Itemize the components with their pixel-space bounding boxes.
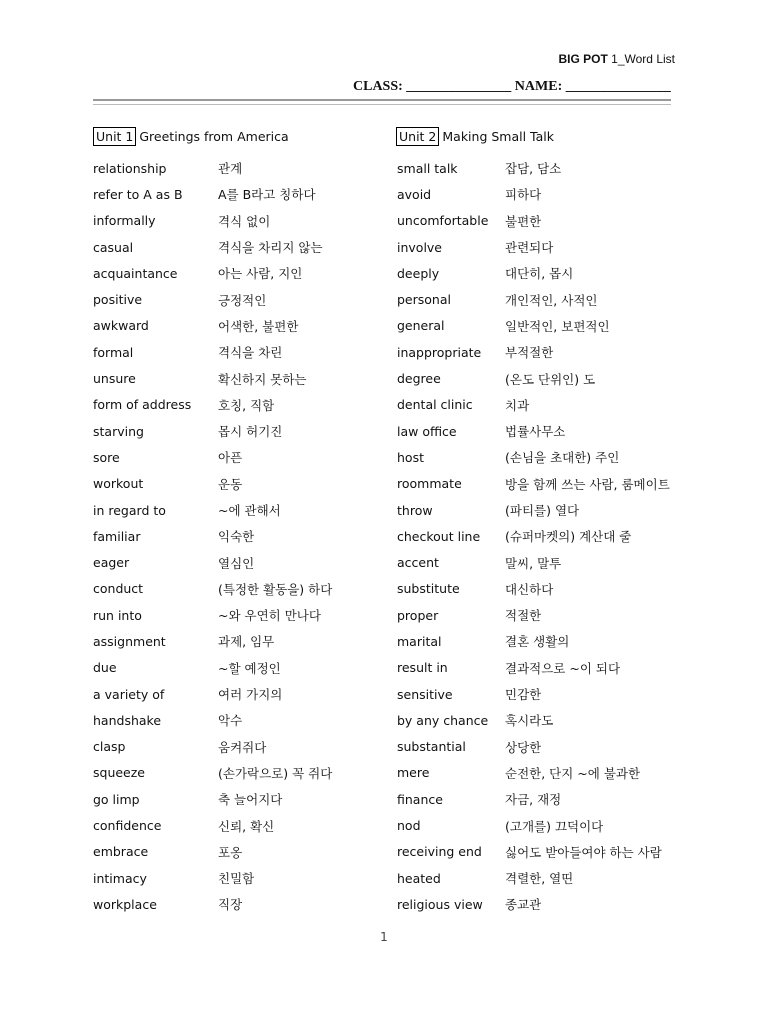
korean-meaning: 과제, 임무 <box>218 634 275 650</box>
english-word: awkward <box>93 318 149 334</box>
word-row <box>93 812 332 838</box>
english-word: unsure <box>93 371 136 387</box>
word-row <box>397 681 670 707</box>
english-word: finance <box>397 791 443 807</box>
korean-meaning: 친밀함 <box>218 871 255 887</box>
korean-meaning: 여러 가지의 <box>218 687 283 703</box>
english-word: nod <box>397 818 421 834</box>
english-word: deeply <box>397 265 440 281</box>
english-word: by any chance <box>397 712 489 728</box>
english-word: religious view <box>397 896 483 912</box>
korean-meaning: 법률사무소 <box>505 424 566 440</box>
english-word: handshake <box>93 712 162 728</box>
title-bold: BIG POT <box>558 52 608 66</box>
word-row <box>397 839 670 865</box>
korean-meaning: 격식을 차리지 않는 <box>218 240 323 256</box>
korean-meaning: 자금, 재정 <box>505 792 562 808</box>
word-row <box>93 234 332 260</box>
english-word: law office <box>397 423 457 439</box>
document-title <box>559 52 676 66</box>
english-word: acquaintance <box>93 265 178 281</box>
english-word: a variety of <box>93 686 165 702</box>
word-row <box>397 865 670 891</box>
unit-2-word-list <box>397 155 670 918</box>
word-row <box>397 707 670 733</box>
korean-meaning: 직장 <box>218 897 243 913</box>
word-row <box>397 655 670 681</box>
english-word: workout <box>93 476 144 492</box>
word-row <box>397 392 670 418</box>
word-row <box>397 628 670 654</box>
word-row <box>397 786 670 812</box>
korean-meaning: 혹시라도 <box>505 713 554 729</box>
word-row <box>397 365 670 391</box>
english-word: degree <box>397 371 441 387</box>
korean-meaning: 신뢰, 확신 <box>218 818 275 834</box>
english-word: refer to A as B <box>93 186 183 202</box>
word-row <box>397 208 670 234</box>
korean-meaning: 말씨, 말투 <box>505 555 562 571</box>
word-row <box>93 260 332 286</box>
word-row <box>397 549 670 575</box>
unit-2-heading <box>396 127 554 146</box>
english-word: intimacy <box>93 870 147 886</box>
english-word: roommate <box>397 476 462 492</box>
english-word: sensitive <box>397 686 453 702</box>
korean-meaning: 불편한 <box>505 213 542 229</box>
unit-1-label: Unit 1 <box>93 127 136 146</box>
word-row <box>93 549 332 575</box>
unit-1-title: Greetings from America <box>139 129 289 144</box>
korean-meaning: 호칭, 직함 <box>218 397 275 413</box>
word-row <box>397 234 670 260</box>
word-row <box>397 576 670 602</box>
korean-meaning: 치과 <box>505 397 530 413</box>
korean-meaning: ~에 관해서 <box>218 503 281 518</box>
korean-meaning: (손가락으로) 꼭 쥐다 <box>218 765 333 781</box>
unit-2-label: Unit 2 <box>396 127 439 146</box>
english-word: accent <box>397 555 439 571</box>
korean-meaning: ~할 예정인 <box>218 660 281 676</box>
korean-meaning: 대신하다 <box>505 581 554 597</box>
english-word: go limp <box>93 791 140 807</box>
korean-meaning: 격식 없이 <box>218 213 271 229</box>
english-word: formal <box>93 344 134 360</box>
word-row <box>93 471 332 497</box>
word-row <box>93 681 332 707</box>
word-row <box>93 392 332 418</box>
word-row <box>93 313 332 339</box>
english-word: positive <box>93 292 143 308</box>
english-word: substantial <box>397 739 466 755</box>
english-word: inappropriate <box>397 344 482 360</box>
korean-meaning: (고개를) 끄덕이다 <box>505 818 604 834</box>
korean-meaning: 아는 사람, 지인 <box>218 266 303 282</box>
word-row <box>397 523 670 549</box>
english-word: substitute <box>397 581 460 597</box>
header-divider-top <box>93 99 671 101</box>
english-word: clasp <box>93 739 126 755</box>
korean-meaning: 격렬한, 열띤 <box>505 871 574 887</box>
word-row <box>397 339 670 365</box>
korean-meaning: 포옹 <box>218 844 243 860</box>
english-word: embrace <box>93 844 149 860</box>
english-word: familiar <box>93 528 141 544</box>
english-word: mere <box>397 765 430 781</box>
korean-meaning: 방을 함께 쓰는 사람, 룸메이트 <box>505 476 670 492</box>
english-word: uncomfortable <box>397 213 489 229</box>
word-row <box>397 891 670 917</box>
word-row <box>93 891 332 917</box>
korean-meaning: 잡담, 담소 <box>505 161 562 177</box>
korean-meaning: 대단히, 몹시 <box>505 266 574 282</box>
word-row <box>93 655 332 681</box>
english-word: small talk <box>397 160 458 176</box>
word-row <box>397 734 670 760</box>
word-row <box>93 339 332 365</box>
korean-meaning: 확신하지 못하는 <box>218 371 307 387</box>
english-word: in regard to <box>93 502 166 518</box>
word-row <box>397 760 670 786</box>
word-row <box>397 313 670 339</box>
word-row <box>93 576 332 602</box>
korean-meaning: ~와 우연히 만나다 <box>218 608 321 624</box>
korean-meaning: 싫어도 받아들여야 하는 사람 <box>505 844 662 860</box>
english-word: assignment <box>93 633 166 649</box>
word-row <box>93 418 332 444</box>
word-row <box>397 155 670 181</box>
english-word: squeeze <box>93 765 146 781</box>
word-row <box>397 181 670 207</box>
korean-meaning: 민감한 <box>505 687 542 703</box>
korean-meaning: 익숙한 <box>218 529 255 545</box>
english-word: informally <box>93 213 156 229</box>
korean-meaning: 관련되다 <box>505 240 554 256</box>
english-word: relationship <box>93 160 167 176</box>
korean-meaning: 부적절한 <box>505 345 554 361</box>
korean-meaning: (온도 단위인) 도 <box>505 371 596 387</box>
english-word: casual <box>93 239 134 255</box>
korean-meaning: 어색한, 불편한 <box>218 318 299 334</box>
english-word: sore <box>93 449 120 465</box>
english-word: heated <box>397 870 441 886</box>
word-row <box>93 734 332 760</box>
korean-meaning: (특정한 활동을) 하다 <box>218 581 333 597</box>
korean-meaning: 순전한, 단지 ~에 불과한 <box>505 765 641 781</box>
word-row <box>93 707 332 733</box>
english-word: dental clinic <box>397 397 473 413</box>
word-row <box>93 523 332 549</box>
english-word: form of address <box>93 397 192 413</box>
english-word: general <box>397 318 445 334</box>
word-row <box>397 497 670 523</box>
korean-meaning: A를 B라고 칭하다 <box>218 187 316 203</box>
word-row <box>397 418 670 444</box>
word-row <box>93 208 332 234</box>
korean-meaning: 일반적인, 보편적인 <box>505 318 610 334</box>
korean-meaning: 결과적으로 ~이 되다 <box>505 660 621 676</box>
unit-1-word-list <box>93 155 332 918</box>
korean-meaning: 악수 <box>218 713 243 729</box>
english-word: involve <box>397 239 443 255</box>
word-row <box>93 497 332 523</box>
english-word: conduct <box>93 581 144 597</box>
word-row <box>93 444 332 470</box>
word-row <box>397 444 670 470</box>
word-row <box>397 602 670 628</box>
korean-meaning: (파티를) 열다 <box>505 503 580 518</box>
word-row <box>93 786 332 812</box>
english-word: eager <box>93 555 130 571</box>
english-word: proper <box>397 607 439 623</box>
korean-meaning: 긍정적인 <box>218 292 267 308</box>
word-row <box>93 181 332 207</box>
english-word: avoid <box>397 186 432 202</box>
word-row <box>93 760 332 786</box>
korean-meaning: 몹시 허기진 <box>218 424 283 440</box>
english-word: host <box>397 449 424 465</box>
korean-meaning: 축 늘어지다 <box>218 792 283 808</box>
english-word: starving <box>93 423 144 439</box>
class-name-line: CLASS: _______________ NAME: _______________ <box>353 79 671 94</box>
word-row <box>93 155 332 181</box>
korean-meaning: 운동 <box>218 476 243 492</box>
word-row <box>93 286 332 312</box>
english-word: confidence <box>93 818 162 834</box>
korean-meaning: (슈퍼마켓의) 계산대 줄 <box>505 529 632 545</box>
word-row <box>93 839 332 865</box>
page-number: 1 <box>380 930 388 944</box>
word-row <box>93 628 332 654</box>
word-row <box>93 865 332 891</box>
word-row <box>397 471 670 497</box>
english-word: checkout line <box>397 528 481 544</box>
english-word: throw <box>397 502 433 518</box>
korean-meaning: 격식을 차린 <box>218 345 283 361</box>
korean-meaning: 피하다 <box>505 187 542 203</box>
english-word: marital <box>397 633 442 649</box>
header-divider-bottom <box>93 104 671 105</box>
english-word: receiving end <box>397 844 482 860</box>
korean-meaning: 결혼 생활의 <box>505 634 570 650</box>
english-word: result in <box>397 660 448 676</box>
korean-meaning: 개인적인, 사적인 <box>505 292 598 308</box>
title-rest: 1_Word List <box>607 52 675 66</box>
word-row <box>397 260 670 286</box>
english-word: workplace <box>93 896 157 912</box>
english-word: due <box>93 660 117 676</box>
korean-meaning: 적절한 <box>505 608 542 624</box>
word-row <box>397 812 670 838</box>
korean-meaning: 상당한 <box>505 739 542 755</box>
word-row <box>397 286 670 312</box>
korean-meaning: 열심인 <box>218 555 255 571</box>
english-word: run into <box>93 607 142 623</box>
korean-meaning: 종교관 <box>505 897 542 913</box>
korean-meaning: 관계 <box>218 161 243 177</box>
unit-2-title: Making Small Talk <box>442 129 554 144</box>
korean-meaning: 아픈 <box>218 450 243 466</box>
unit-1-heading <box>93 127 289 146</box>
english-word: personal <box>397 292 451 308</box>
word-row <box>93 365 332 391</box>
korean-meaning: (손님을 초대한) 주인 <box>505 450 620 466</box>
word-row <box>93 602 332 628</box>
korean-meaning: 움켜쥐다 <box>218 739 267 755</box>
